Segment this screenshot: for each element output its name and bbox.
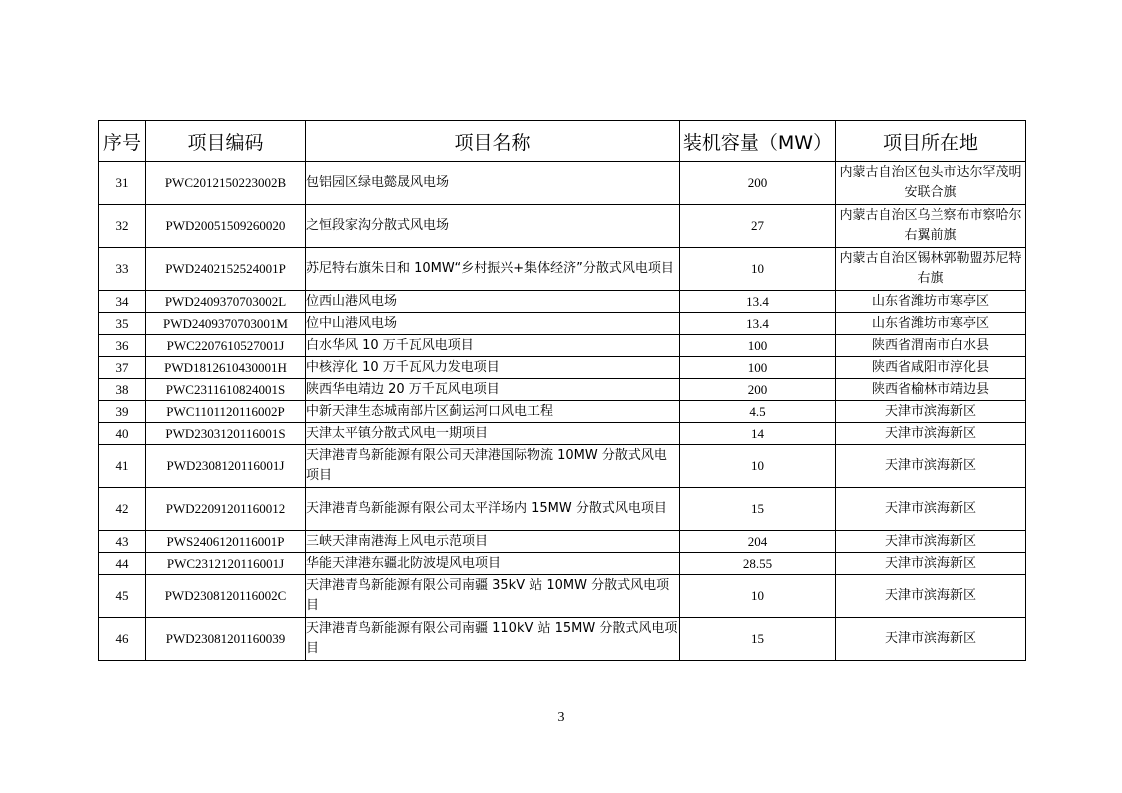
cell-code: PWD1812610430001H — [146, 357, 306, 379]
cell-location: 天津市滨海新区 — [836, 531, 1026, 553]
cell-code: PWD2409370703002L — [146, 291, 306, 313]
cell-location: 天津市滨海新区 — [836, 575, 1026, 618]
table-row — [99, 313, 1026, 335]
table-row — [99, 575, 1026, 618]
cell-seq: 36 — [99, 335, 146, 357]
cell-capacity: 15 — [680, 488, 836, 531]
header-capacity: 装机容量（MW） — [680, 121, 836, 162]
cell-seq: 40 — [99, 423, 146, 445]
cell-capacity: 27 — [680, 205, 836, 248]
table-row — [99, 445, 1026, 488]
cell-capacity: 100 — [680, 335, 836, 357]
cell-name: 白水华风 10 万千瓦风电项目 — [306, 335, 680, 357]
cell-name: 中核淳化 10 万千瓦风力发电项目 — [306, 357, 680, 379]
cell-location: 陕西省榆林市靖边县 — [836, 379, 1026, 401]
cell-location: 天津市滨海新区 — [836, 445, 1026, 488]
cell-location: 天津市滨海新区 — [836, 618, 1026, 661]
cell-code: PWD2303120116001S — [146, 423, 306, 445]
cell-capacity: 204 — [680, 531, 836, 553]
cell-code: PWD20051509260020 — [146, 205, 306, 248]
cell-location: 山东省潍坊市寒亭区 — [836, 291, 1026, 313]
cell-seq: 33 — [99, 248, 146, 291]
table-row — [99, 162, 1026, 205]
cell-capacity: 15 — [680, 618, 836, 661]
cell-name: 天津港青鸟新能源有限公司太平洋场内 15MW 分散式风电项目 — [306, 488, 680, 531]
table-header-row — [99, 121, 1026, 162]
header-code: 项目编码 — [146, 121, 306, 162]
page-number: 3 — [557, 710, 565, 725]
cell-location: 陕西省渭南市白水县 — [836, 335, 1026, 357]
table-row — [99, 488, 1026, 531]
cell-capacity: 13.4 — [680, 313, 836, 335]
cell-name: 天津港青鸟新能源有限公司南疆 35kV 站 10MW 分散式风电项目 — [306, 575, 680, 618]
table-row — [99, 423, 1026, 445]
cell-capacity: 13.4 — [680, 291, 836, 313]
cell-seq: 34 — [99, 291, 146, 313]
cell-name: 天津港青鸟新能源有限公司天津港国际物流 10MW 分散式风电项目 — [306, 445, 680, 488]
cell-seq: 38 — [99, 379, 146, 401]
cell-code: PWC2207610527001J — [146, 335, 306, 357]
cell-seq: 39 — [99, 401, 146, 423]
cell-seq: 44 — [99, 553, 146, 575]
cell-capacity: 14 — [680, 423, 836, 445]
cell-location: 天津市滨海新区 — [836, 553, 1026, 575]
cell-code: PWD2308120116001J — [146, 445, 306, 488]
cell-code: PWC2312120116001J — [146, 553, 306, 575]
cell-name: 华能天津港东疆北防波堤风电项目 — [306, 553, 680, 575]
project-table — [98, 120, 1026, 661]
cell-seq: 35 — [99, 313, 146, 335]
cell-seq: 37 — [99, 357, 146, 379]
table-row — [99, 379, 1026, 401]
cell-capacity: 200 — [680, 379, 836, 401]
cell-capacity: 100 — [680, 357, 836, 379]
table-row — [99, 357, 1026, 379]
cell-name: 天津港青鸟新能源有限公司南疆 110kV 站 15MW 分散式风电项目 — [306, 618, 680, 661]
cell-code: PWD22091201160012 — [146, 488, 306, 531]
cell-location: 内蒙古自治区乌兰察布市察哈尔右翼前旗 — [836, 205, 1026, 248]
cell-seq: 42 — [99, 488, 146, 531]
cell-code: PWD2308120116002C — [146, 575, 306, 618]
cell-name: 中新天津生态城南部片区蓟运河口风电工程 — [306, 401, 680, 423]
cell-name: 之恒段家沟分散式风电场 — [306, 205, 680, 248]
cell-code: PWC2311610824001S — [146, 379, 306, 401]
cell-capacity: 10 — [680, 248, 836, 291]
cell-capacity: 28.55 — [680, 553, 836, 575]
cell-name: 陕西华电靖边 20 万千瓦风电项目 — [306, 379, 680, 401]
table-row — [99, 248, 1026, 291]
cell-seq: 31 — [99, 162, 146, 205]
cell-seq: 46 — [99, 618, 146, 661]
cell-code: PWD2402152524001P — [146, 248, 306, 291]
cell-name: 位西山港风电场 — [306, 291, 680, 313]
cell-name: 位中山港风电场 — [306, 313, 680, 335]
cell-code: PWD2409370703001M — [146, 313, 306, 335]
table-row — [99, 618, 1026, 661]
cell-capacity: 10 — [680, 445, 836, 488]
table-row — [99, 205, 1026, 248]
cell-code: PWD23081201160039 — [146, 618, 306, 661]
cell-capacity: 4.5 — [680, 401, 836, 423]
cell-location: 天津市滨海新区 — [836, 488, 1026, 531]
cell-seq: 45 — [99, 575, 146, 618]
table-row — [99, 401, 1026, 423]
cell-capacity: 200 — [680, 162, 836, 205]
table-row — [99, 291, 1026, 313]
cell-name: 苏尼特右旗朱日和 10MW“乡村振兴+集体经济”分散式风电项目 — [306, 248, 680, 291]
header-seq: 序号 — [99, 121, 146, 162]
table-row — [99, 335, 1026, 357]
cell-name: 包铝园区绿电懿晟风电场 — [306, 162, 680, 205]
header-name: 项目名称 — [306, 121, 680, 162]
cell-location: 天津市滨海新区 — [836, 423, 1026, 445]
cell-capacity: 10 — [680, 575, 836, 618]
cell-code: PWC2012150223002B — [146, 162, 306, 205]
cell-location: 陕西省咸阳市淳化县 — [836, 357, 1026, 379]
header-location: 项目所在地 — [836, 121, 1026, 162]
cell-name: 三峡天津南港海上风电示范项目 — [306, 531, 680, 553]
cell-location: 内蒙古自治区包头市达尔罕茂明安联合旗 — [836, 162, 1026, 205]
cell-seq: 43 — [99, 531, 146, 553]
cell-location: 天津市滨海新区 — [836, 401, 1026, 423]
cell-code: PWC1101120116002P — [146, 401, 306, 423]
table-row — [99, 553, 1026, 575]
cell-name: 天津太平镇分散式风电一期项目 — [306, 423, 680, 445]
cell-code: PWS2406120116001P — [146, 531, 306, 553]
table-row — [99, 531, 1026, 553]
cell-seq: 32 — [99, 205, 146, 248]
cell-location: 山东省潍坊市寒亭区 — [836, 313, 1026, 335]
cell-seq: 41 — [99, 445, 146, 488]
cell-location: 内蒙古自治区锡林郭勒盟苏尼特右旗 — [836, 248, 1026, 291]
